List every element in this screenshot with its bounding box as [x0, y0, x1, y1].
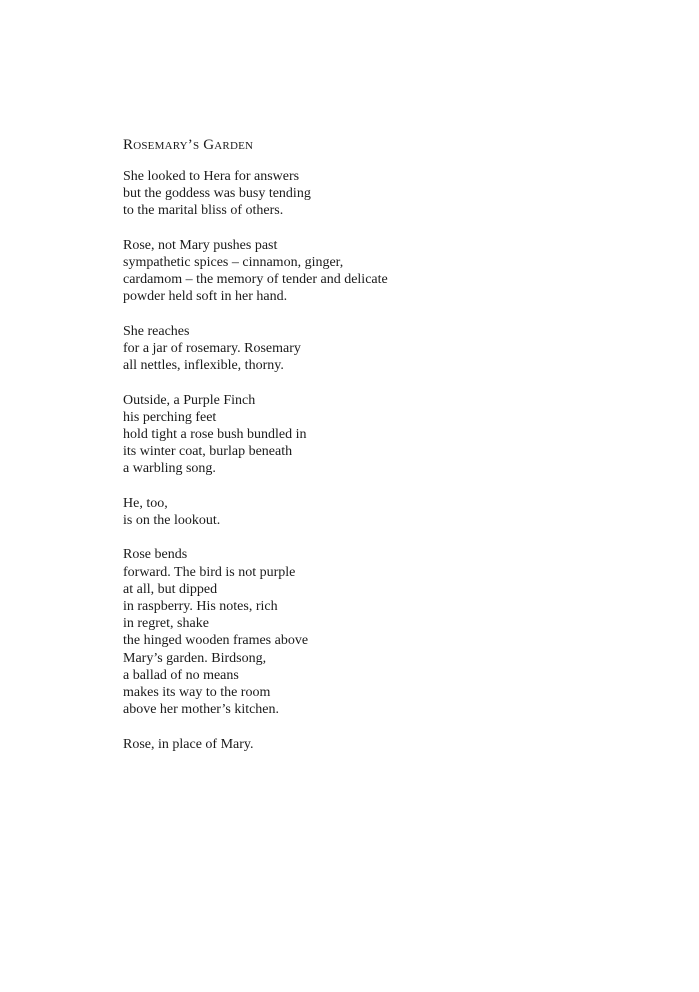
poem-line: Mary’s garden. Birdsong, [123, 650, 267, 666]
poem-line: to the marital bliss of others. [123, 203, 284, 219]
poem-body [123, 168, 388, 770]
stanza-1 [123, 168, 388, 220]
poem-line: He, too, [123, 495, 168, 511]
poem-line: She reaches [123, 323, 190, 339]
poem-line: in raspberry. His notes, rich [123, 599, 278, 614]
stanza-3 [123, 323, 388, 375]
poem-line: She looked to Hera for answers [123, 169, 300, 184]
stanza-6 [123, 546, 388, 718]
poem-line: forward. The bird is not purple [123, 564, 296, 580]
poem-line: sympathetic spices – cinnamon, ginger, [123, 255, 344, 270]
poem-line: above her mother’s kitchen. [123, 702, 280, 718]
poem-title: Rosemary’s Garden [123, 137, 254, 153]
poem-line: its winter coat, burlap beneath [123, 444, 293, 460]
poem-line: Rose, in place of Mary. [123, 736, 254, 752]
poem-line: for a jar of rosemary. Rosemary [123, 341, 301, 356]
poem-line: a warbling song. [123, 461, 216, 477]
poem-line: in regret, shake [123, 616, 209, 632]
poem-line: powder held soft in her hand. [123, 289, 288, 305]
poem-line: cardamom – the memory of tender and delicate [123, 272, 388, 288]
poem-line: hold tight a rose bush bundled in [123, 427, 307, 442]
poem-line: Rose, not Mary pushes past [123, 237, 278, 253]
poem-line: but the goddess was busy tending [123, 186, 311, 202]
poem-line: a ballad of no means [123, 667, 239, 683]
poem-line: is on the lookout. [123, 513, 221, 528]
poem-line: his perching feet [123, 409, 217, 425]
poem-line: all nettles, inflexible, thorny. [123, 358, 284, 374]
stanza-2 [123, 237, 388, 306]
poem-line: makes its way to the room [123, 685, 271, 701]
poem-line: at all, but dipped [123, 581, 218, 597]
stanza-7 [123, 736, 388, 753]
stanza-5 [123, 495, 388, 529]
poem-line: Outside, a Purple Finch [123, 392, 256, 408]
poem-line: Rose bends [123, 547, 188, 563]
stanza-4 [123, 392, 388, 478]
poem-line: the hinged wooden frames above [123, 633, 309, 649]
